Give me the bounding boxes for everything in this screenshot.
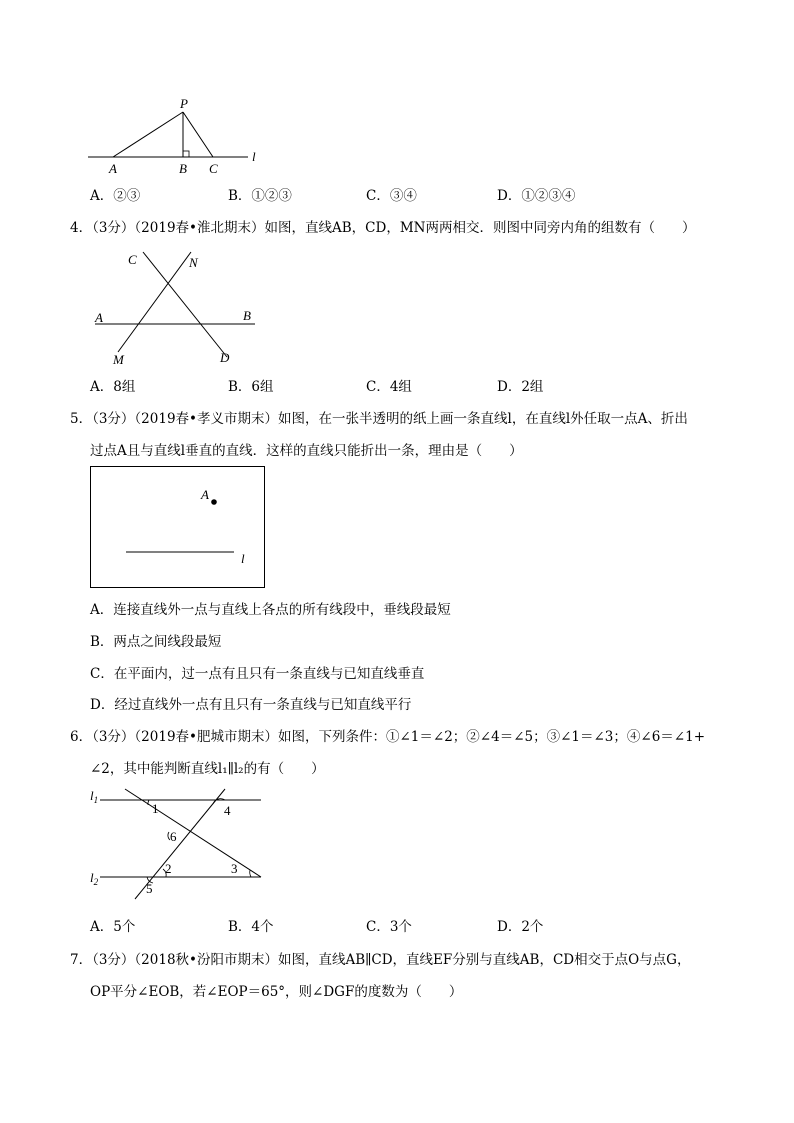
q6-transversal-1 <box>125 789 261 877</box>
q6-option-b[interactable]: B．4个 <box>228 919 274 935</box>
q5-option-d[interactable]: D．经过直线外一点有且只有一条直线与已知直线平行 <box>90 697 412 713</box>
q6-angle-mark-3 <box>250 870 251 877</box>
q4-option-a[interactable]: A．8组 <box>90 379 136 395</box>
q5-stem-line1: 5．（3分）（2019春•孝义市期末）如图，在一张半透明的纸上画一条直线l，在直线l外任取一点A、折出 <box>70 411 688 427</box>
q5-paper-frame <box>91 467 265 588</box>
q6-option-d[interactable]: D．2个 <box>497 919 544 935</box>
q6-label-angle-2: 2 <box>165 861 172 876</box>
q4-stem-line1: 4．（3分）（2019春•淮北期末）如图，直线AB，CD，MN两两相交．则图中同旁内角的组数有（ ） <box>70 220 696 236</box>
q4-figure <box>85 245 275 370</box>
q6-figure <box>85 785 275 910</box>
q5-option-c[interactable]: C．在平面内，过一点有且只有一条直线与已知直线垂直 <box>90 666 425 682</box>
q7-stem-line1: 7．（3分）（2018秋•汾阳市期末）如图，直线AB∥CD，直线EF分别与直线AB，CD相交于点O与点G， <box>70 952 691 968</box>
q3-right-angle-mark <box>183 151 189 157</box>
q3-label-B: B <box>179 161 187 176</box>
q4-label-D: D <box>220 350 230 365</box>
q6-option-a[interactable]: A．5个 <box>90 919 136 935</box>
q4-option-d[interactable]: D．2组 <box>497 379 544 395</box>
q3-label-P: P <box>180 96 188 111</box>
q6-label-angle-3: 3 <box>231 861 238 876</box>
q5-label-l: l <box>241 551 245 566</box>
q6-label-angle-4: 4 <box>224 803 231 818</box>
q4-label-B: B <box>243 308 251 323</box>
q6-label-l2: $l_2$ <box>90 870 99 887</box>
q5-label-A: A <box>201 487 209 502</box>
q5-figure <box>89 465 267 591</box>
q6-option-c[interactable]: C．3个 <box>366 919 412 935</box>
q6-label-angle-6: 6 <box>170 829 177 844</box>
q3-option-c[interactable]: C．③④ <box>366 188 417 204</box>
q4-option-b[interactable]: B．6组 <box>228 379 274 395</box>
q4-line-CD <box>143 252 227 357</box>
q4-label-M: M <box>113 352 124 367</box>
q3-option-d[interactable]: D．①②③④ <box>497 188 576 204</box>
q6-label-angle-5: 5 <box>146 881 153 896</box>
q3-label-C: C <box>209 161 218 176</box>
q3-option-b[interactable]: B．①②③ <box>228 188 292 204</box>
q3-label-A: A <box>109 161 117 176</box>
q6-stem-line1: 6．（3分）（2019春•肥城市期末）如图，下列条件：①∠1＝∠2；②∠4＝∠5；③∠1＝∠3；④∠6＝∠1+ <box>70 729 706 745</box>
q3-option-a[interactable]: A．②③ <box>90 188 141 204</box>
q4-label-N: N <box>189 255 198 270</box>
q6-stem-line2: ∠2，其中能判断直线l₁∥l₂的有（ ） <box>90 761 325 777</box>
q4-label-C: C <box>128 252 137 267</box>
q5-stem-line2: 过点A且与直线l垂直的直线．这样的直线只能折出一条，理由是（ ） <box>90 443 523 459</box>
q3-segment-PC <box>183 112 213 157</box>
q5-option-b[interactable]: B．两点之间线段最短 <box>90 634 222 650</box>
q4-option-c[interactable]: C．4组 <box>366 379 412 395</box>
q3-label-l: l <box>252 149 256 164</box>
q5-option-a[interactable]: A．连接直线外一点与直线上各点的所有线段中，垂线段最短 <box>90 602 451 618</box>
q6-label-angle-1: 1 <box>152 801 159 816</box>
q4-label-A: A <box>95 310 103 325</box>
q3-figure <box>80 95 280 180</box>
q6-label-l1: $l_1$ <box>90 788 99 805</box>
q7-stem-line2: OP平分∠EOB，若∠EOP＝65°，则∠DGF的度数为（ ） <box>90 984 463 1000</box>
q5-point-A <box>211 499 217 505</box>
q3-segment-PA <box>113 112 183 157</box>
